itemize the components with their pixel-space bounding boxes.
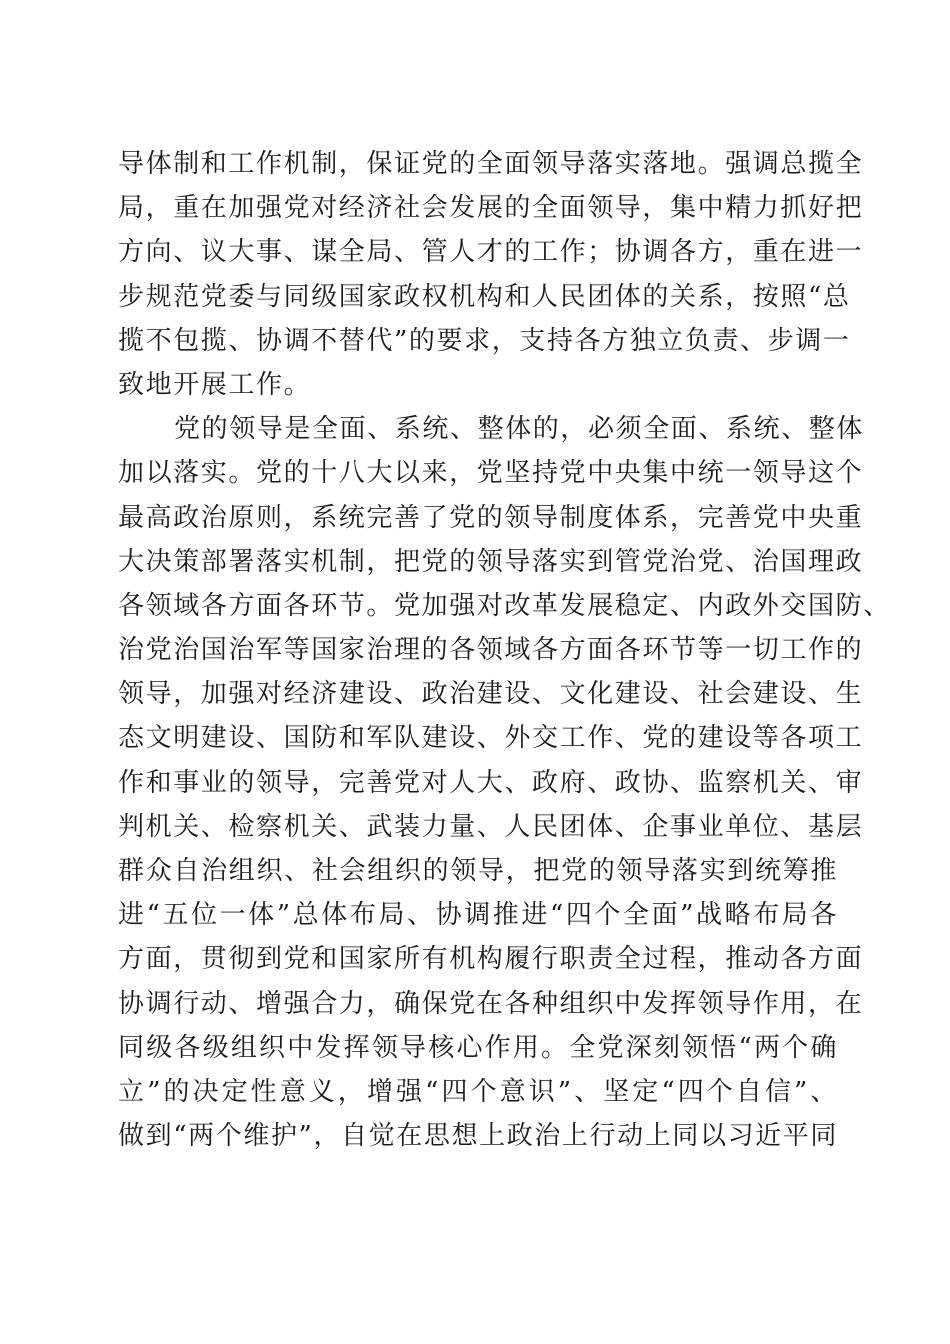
text-line: 导体制和工作机制，保证党的全面领导落实落地。强调总揽全: [118, 149, 864, 179]
text-line: 作和事业的领导，完善党对人大、政府、政协、监察机关、审: [118, 767, 864, 798]
text-line: 同级各级组织中发挥领导核心作用。全党深刻领悟“两个确: [118, 1032, 838, 1063]
text-line: 局，重在加强党对经济社会发展的全面领导，集中精力抓好把: [118, 193, 864, 224]
text-line: 致地开展工作。: [118, 369, 312, 400]
text-line: 揽不包揽、协调不替代”的要求，支持各方独立负责、步调一: [118, 325, 851, 356]
text-line: 立”的决定性意义，增强“四个意识”、坚定“四个自信”、: [118, 1076, 838, 1107]
text-line: 协调行动、增强合力，确保党在各种组织中发挥领导作用，在: [118, 988, 864, 1019]
text-line: 态文明建设、国防和军队建设、外交工作、党的建设等各项工: [118, 723, 864, 754]
text-line: 方面，贯彻到党和国家所有机构履行职责全过程，推动各方面: [118, 944, 864, 975]
text-line: 各领域各方面各环节。党加强对改革发展稳定、内政外交国防、: [118, 590, 891, 621]
text-line: 加以落实。党的十八大以来，党坚持党中央集中统一领导这个: [118, 458, 864, 489]
text-line: 最高政治原则，系统完善了党的领导制度体系，完善党中央重: [118, 502, 864, 533]
paragraph-1: [118, 142, 864, 407]
text-line: 方向、议大事、谋全局、管人才的工作；协调各方，重在进一: [118, 237, 864, 268]
text-line: 做到“两个维护”，自觉在思想上政治上行动上同以习近平同: [118, 1121, 838, 1152]
text-line: 进“五位一体”总体布局、协调推进“四个全面”战略布局各: [118, 900, 838, 931]
text-line: 群众自治组织、社会组织的领导，把党的领导落实到统筹推: [118, 856, 838, 886]
text-line: 党的领导是全面、系统、整体的，必须全面、系统、整体: [174, 414, 865, 445]
text-line: 治党治国治军等国家治理的各领域各方面各环节等一切工作的: [118, 635, 864, 666]
body-text: [118, 142, 891, 1158]
text-line: 大决策部署落实机制，把党的领导落实到管党治党、治国理政: [118, 546, 864, 577]
text-line: 步规范党委与同级国家政权机构和人民团体的关系，按照“总: [118, 281, 851, 312]
text-line: 领导，加强对经济建设、政治建设、文化建设、社会建设、生: [118, 679, 864, 710]
text-line: 判机关、检察机关、武装力量、人民团体、企事业单位、基层: [118, 811, 864, 842]
paragraph-2: [118, 407, 891, 1158]
